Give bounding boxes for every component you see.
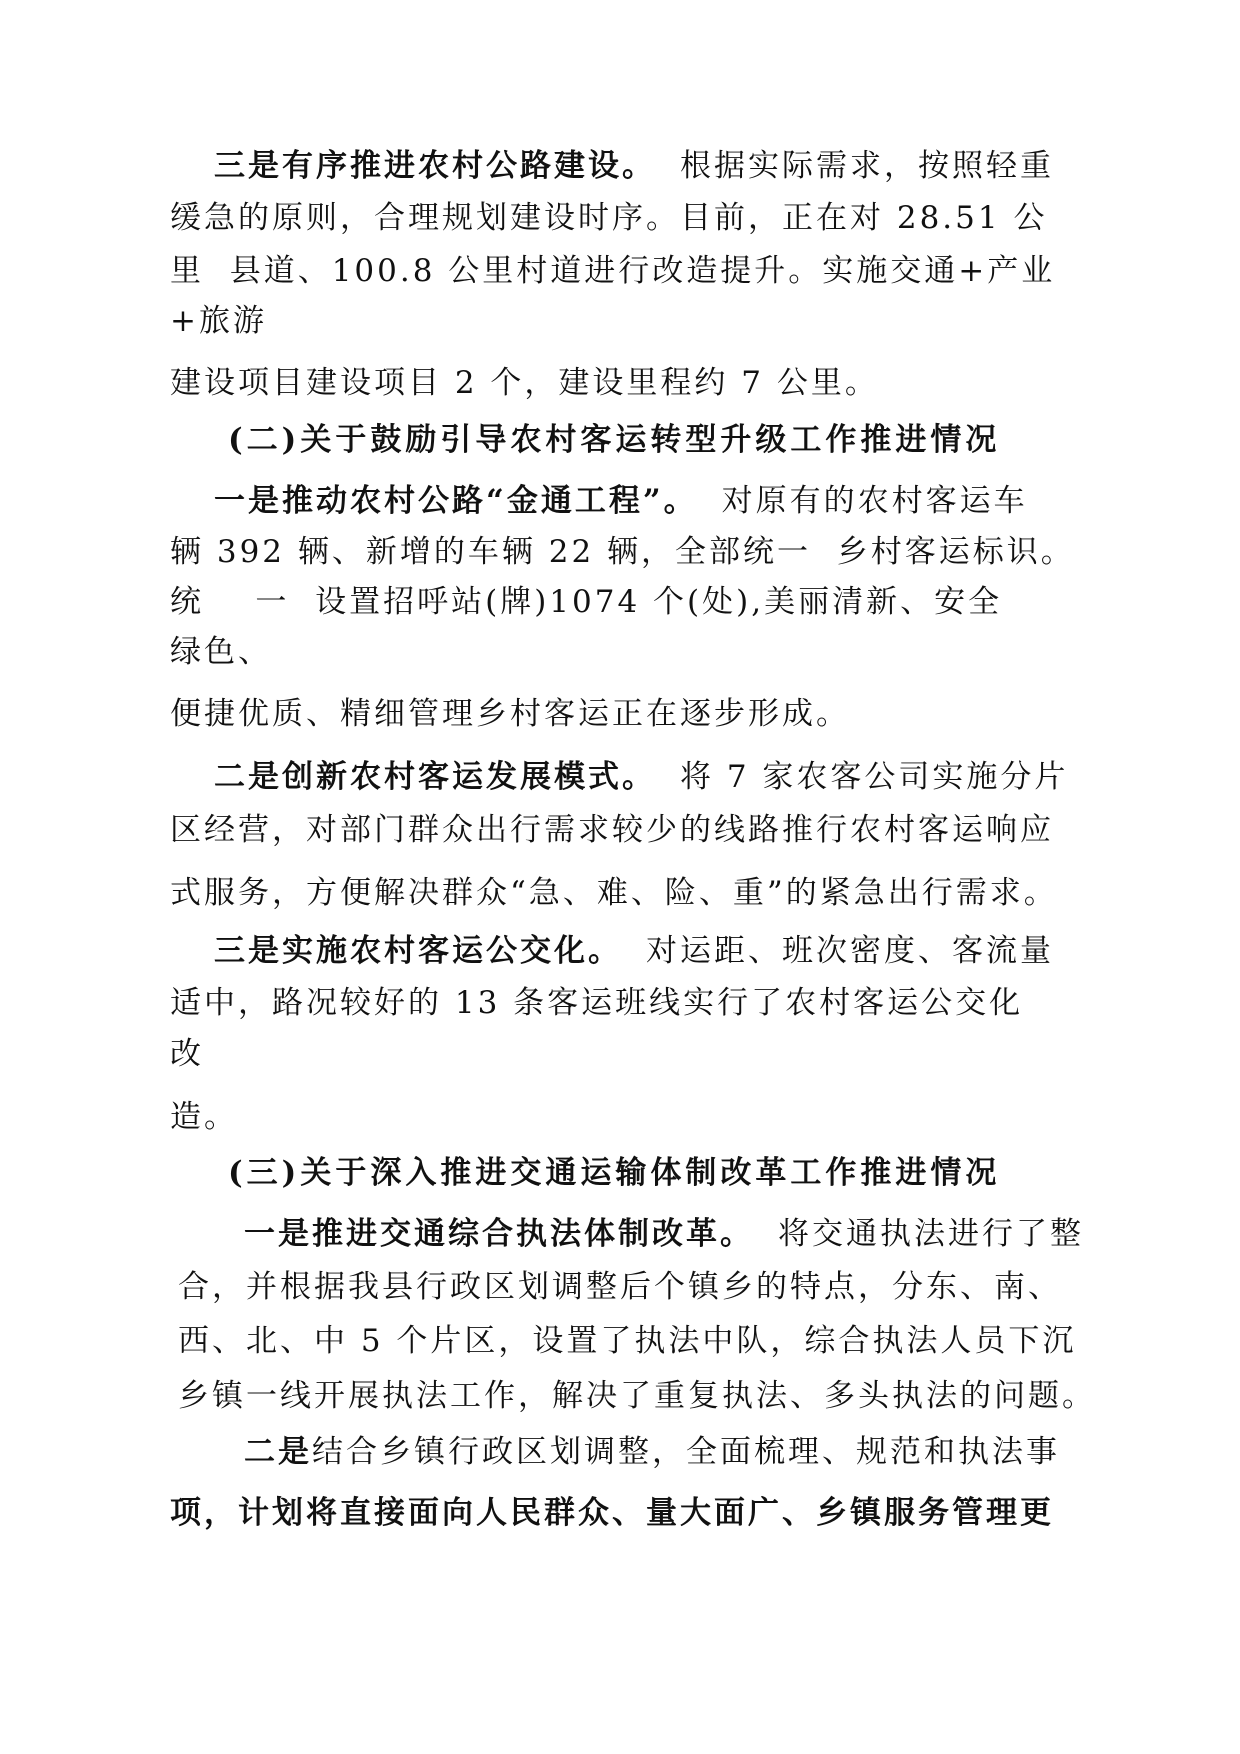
bold-lead: 三是实施农村客运公交化。 bbox=[214, 933, 622, 969]
bold-lead: 一是推动农村公路“金通工程”。 bbox=[214, 483, 698, 519]
paragraph-line: 西、北、中 5 个片区，设置了执法中队，综合执法人员下沉 bbox=[178, 1323, 1077, 1359]
text-run: 根据实际需求，按照轻重 bbox=[680, 148, 1054, 184]
paragraph-line: 统 一 设置招呼站(牌)1074 个(处),美丽清新、安全 bbox=[170, 584, 1003, 620]
bold-lead: 三是有序推进农村公路建设。 bbox=[214, 148, 656, 184]
paragraph-line: +旅游 bbox=[170, 303, 267, 339]
paragraph-line: 造。 bbox=[170, 1099, 238, 1135]
paragraph-line: 合，并根据我县行政区划调整后个镇乡的特点，分东、南、 bbox=[178, 1269, 1062, 1305]
paragraph-line bbox=[214, 146, 1054, 186]
paragraph-line: 区经营，对部门群众出行需求较少的线路推行农村客运响应 bbox=[170, 812, 1054, 848]
text-run: 对运距、班次密度、客流量 bbox=[646, 933, 1054, 969]
text-run: 对原有的农村客运车 bbox=[721, 483, 1028, 519]
bold-lead: 二是 bbox=[244, 1434, 312, 1470]
bold-lead: 一是推进交通综合执法体制改革。 bbox=[244, 1216, 754, 1252]
paragraph-line bbox=[244, 1214, 1084, 1254]
text-run: 结合乡镇行政区划调整，全面梳理、规范和执法事 bbox=[312, 1434, 1060, 1470]
paragraph-line: 改 bbox=[170, 1036, 204, 1072]
paragraph-line: 乡镇一线开展执法工作，解决了重复执法、多头执法的问题。 bbox=[178, 1378, 1096, 1414]
text-run: 将 7 家农客公司实施分片 bbox=[680, 759, 1069, 795]
paragraph-line bbox=[214, 757, 1068, 797]
paragraph-line: 辆 392 辆、新增的车辆 22 辆，全部统一 乡村客运标识。 bbox=[170, 534, 1075, 570]
paragraph-line bbox=[244, 1432, 1060, 1472]
text-run: 将交通执法进行了整 bbox=[778, 1216, 1084, 1252]
paragraph-line: 缓急的原则，合理规划建设时序。目前，正在对 28.51 公 bbox=[170, 200, 1048, 236]
paragraph-line bbox=[214, 931, 1054, 971]
section-heading: (二)关于鼓励引导农村客运转型升级工作推进情况 bbox=[228, 422, 1001, 458]
paragraph-line: 里 县道、100.8 公里村道进行改造提升。实施交通+产业 bbox=[170, 253, 1056, 289]
paragraph-line bbox=[214, 481, 1028, 521]
paragraph-line: 项，计划将直接面向人民群众、量大面广、乡镇服务管理更 bbox=[170, 1495, 1054, 1531]
section-heading: (三)关于深入推进交通运输体制改革工作推进情况 bbox=[228, 1155, 1001, 1191]
paragraph-line: 建设项目建设项目 2 个，建设里程约 7 公里。 bbox=[170, 365, 879, 401]
paragraph-line: 式服务，方便解决群众“急、难、险、重”的紧急出行需求。 bbox=[170, 875, 1058, 911]
paragraph-line: 便捷优质、精细管理乡村客运正在逐步形成。 bbox=[170, 696, 850, 732]
paragraph-line: 适中，路况较好的 13 条客运班线实行了农村客运公交化 bbox=[170, 985, 1024, 1021]
bold-lead: 二是创新农村客运发展模式。 bbox=[214, 759, 656, 795]
paragraph-line: 绿色、 bbox=[170, 634, 272, 670]
